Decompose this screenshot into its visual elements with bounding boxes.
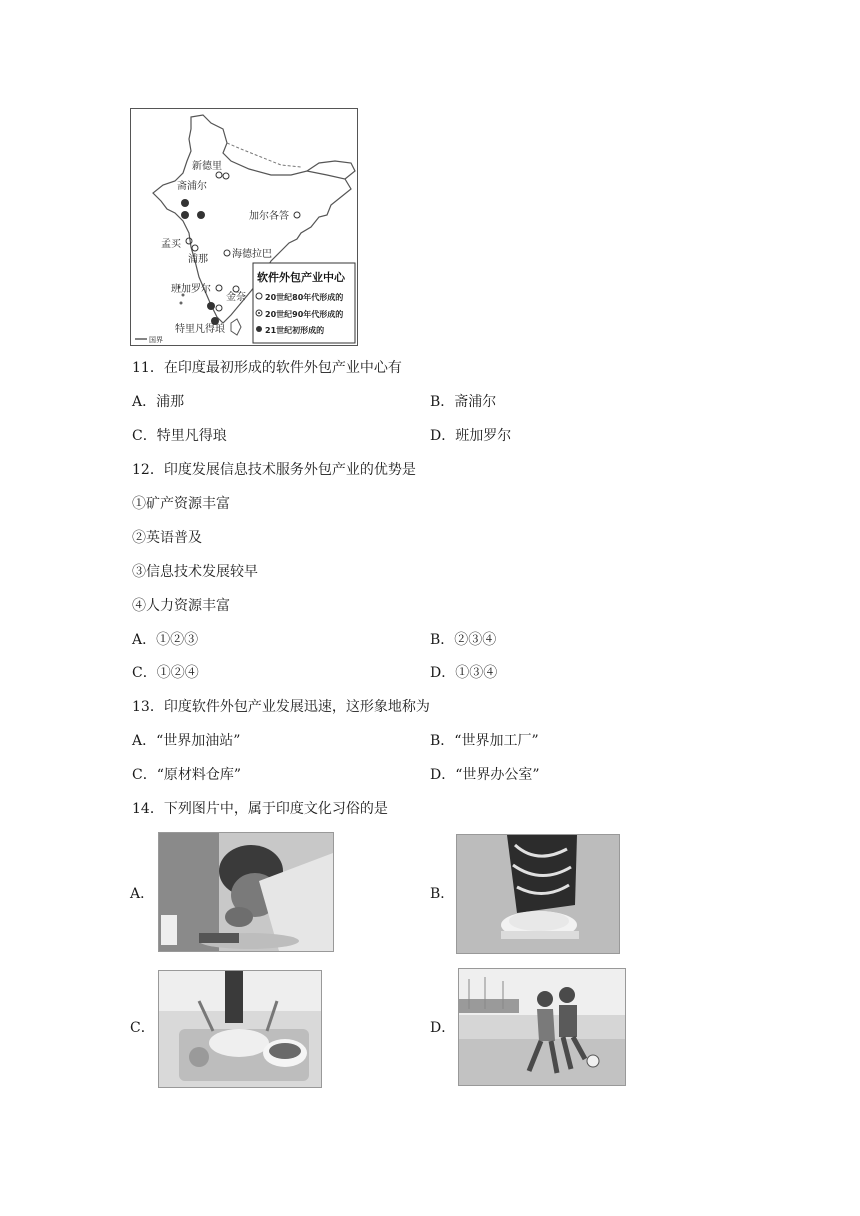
label-chennai: 金奈 xyxy=(226,292,246,303)
q12-option-a: A．①②③ xyxy=(132,632,199,648)
q11-option-d: D．班加罗尔 xyxy=(430,428,512,444)
new-delhi-marker xyxy=(216,172,222,178)
label-trivandrum: 特里凡得琅 xyxy=(175,324,225,335)
label-bangalore: 班加罗尔 xyxy=(171,284,211,295)
label-pune: 浦那 xyxy=(188,254,208,265)
q12-item-4: ④人力资源丰富 xyxy=(132,598,230,614)
label-border: 国界 xyxy=(149,336,163,344)
label-new-delhi: 新德里 xyxy=(192,161,222,172)
label-mumbai: 孟买 xyxy=(161,239,181,250)
label-kolkata: 加尔各答 xyxy=(249,211,289,222)
q14-option-c-label: C． xyxy=(130,1020,155,1036)
label-hyderabad: 海德拉巴 xyxy=(232,249,272,260)
q11-stem: 11．在印度最初形成的软件外包产业中心有 xyxy=(132,360,402,376)
hyderabad-marker xyxy=(224,250,230,256)
mumbai-marker xyxy=(186,238,192,244)
chennai-marker xyxy=(216,305,222,311)
q14-stem: 14．下列图片中，属于印度文化习俗的是 xyxy=(132,801,388,817)
ahmedabad-marker xyxy=(181,211,189,219)
q13-option-c: C．“原材料仓库” xyxy=(132,767,242,783)
q14-option-a-label: A． xyxy=(130,886,155,902)
q14-option-d-label: D． xyxy=(430,1020,456,1036)
q12-option-c: C．①②④ xyxy=(132,665,199,681)
photo-c-knife-and-fork-meal xyxy=(158,970,322,1088)
label-jaipur: 斋浦尔 xyxy=(177,181,207,192)
chandigarh-marker xyxy=(181,199,189,207)
q12-item-3: ③信息技术发展较早 xyxy=(132,564,258,580)
legend-item-3: 21世纪初形成的 xyxy=(265,326,325,335)
q14-option-b-label: B． xyxy=(430,886,455,902)
q11-option-a: A．浦那 xyxy=(132,394,185,410)
new-delhi-marker-2 xyxy=(223,173,229,179)
bangalore-marker xyxy=(216,285,222,291)
photo-b-kimono-sandals xyxy=(456,834,620,954)
kolkata-marker xyxy=(294,212,300,218)
q13-option-a: A．“世界加油站” xyxy=(132,733,241,749)
q11-option-b: B．斋浦尔 xyxy=(430,394,497,410)
q13-option-b: B．“世界加工厂” xyxy=(430,733,539,749)
pune-marker xyxy=(192,245,198,251)
q12-option-d: D．①③④ xyxy=(430,665,498,681)
legend-item-1: 20世纪80年代形成的 xyxy=(265,293,344,302)
q12-item-1: ①矿产资源丰富 xyxy=(132,496,230,512)
q12-stem: 12．印度发展信息技术服务外包产业的优势是 xyxy=(132,462,416,478)
photo-a-eating-with-hands xyxy=(158,832,334,952)
photo-d-boys-playing-football xyxy=(458,968,626,1086)
q13-stem: 13．印度软件外包产业发展迅速，这形象地称为 xyxy=(132,699,430,715)
jaipur-marker xyxy=(197,211,205,219)
q13-option-d: D．“世界办公室” xyxy=(430,767,540,783)
q11-option-c: C．特里凡得琅 xyxy=(132,428,227,444)
legend-title: 软件外包产业中心 xyxy=(257,271,345,284)
india-software-outsourcing-map xyxy=(130,108,358,346)
legend-item-2: 20世纪90年代形成的 xyxy=(265,310,344,319)
q12-item-2: ②英语普及 xyxy=(132,530,202,546)
mysore-marker xyxy=(207,302,215,310)
q12-option-b: B．②③④ xyxy=(430,632,497,648)
